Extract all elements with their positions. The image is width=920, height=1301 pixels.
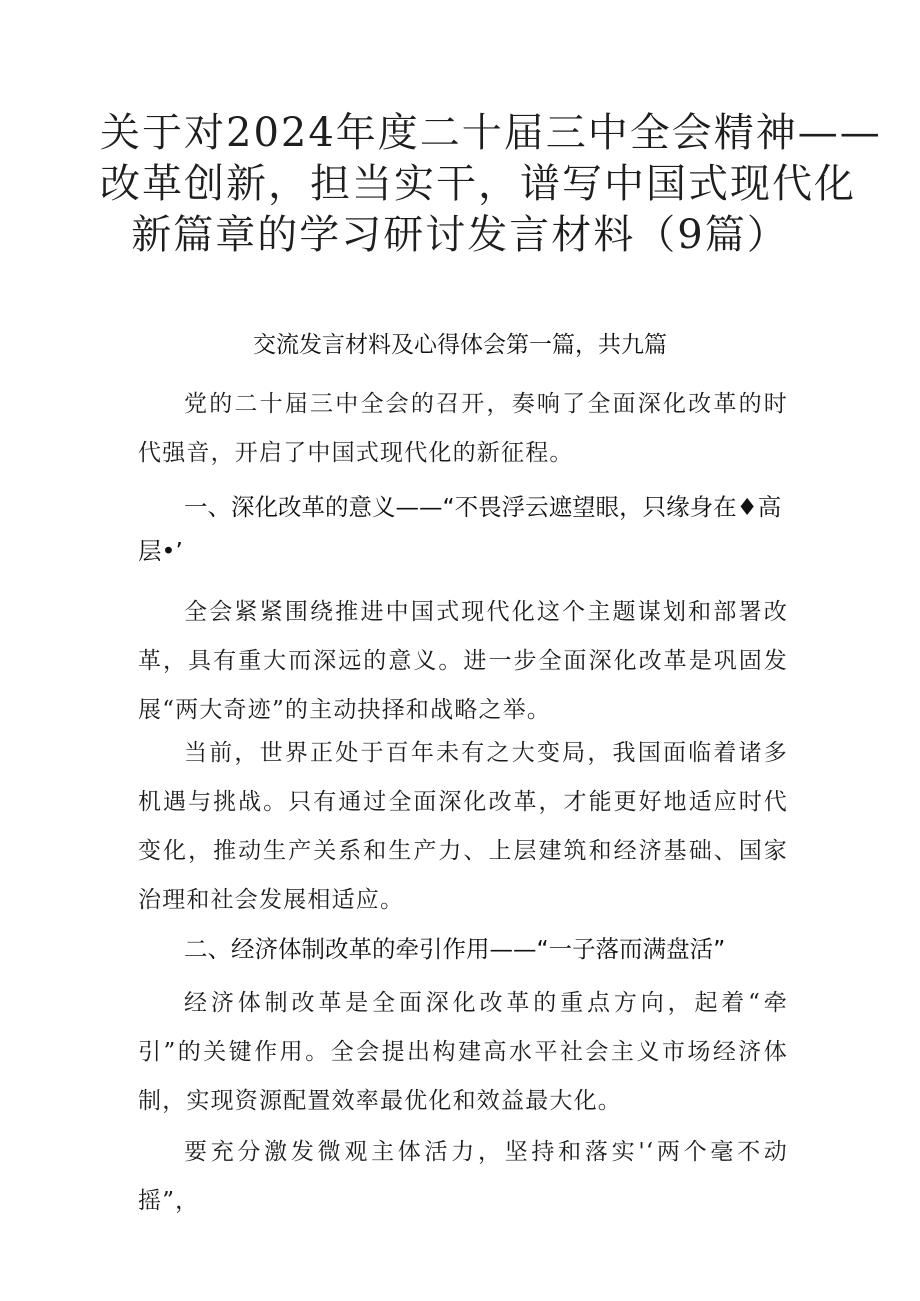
paragraph-1: 全会紧紧围绕推进中国式现代化这个主题谋划和部署改革，具有重大而深远的意义。进一步全面深化改革是巩固发展“两大奇迹”的主动抉择和战略之举。 xyxy=(138,599,788,723)
paragraph-4: 要充分激发微观主体活力，坚持和落实'‘两个毫不动摇”， xyxy=(138,1139,788,1214)
document-subtitle: 交流发言材料及心得体会第一篇，共九篇 xyxy=(253,332,667,358)
section-heading-2: 二、经济体制改革的牵引作用——“一子落而满盘活” xyxy=(184,935,726,963)
document-title xyxy=(100,108,882,261)
title-line-3: 新篇章的学习研讨发言材料（9篇） xyxy=(131,212,789,258)
title-line-2: 改革创新，担当实干，谱写中国式现代化 xyxy=(100,161,856,207)
paragraph-3: 经济体制改革是全面深化改革的重点方向，起着“牵引”的关键作用。全会提出构建高水平社会主义市场经济体制，实现资源配置效率最优化和效益最大化。 xyxy=(138,990,788,1114)
paragraph-2: 当前，世界正处于百年未有之大变局，我国面临着诸多机遇与挑战。只有通过全面深化改革，才能更好地适应时代变化，推动生产关系和生产力、上层建筑和经济基础、国家治理和社会发展相适应。 xyxy=(138,740,788,913)
section-heading-1: 一、深化改革的意义——“不畏浮云遮望眼，只缘身在♦高层•’ xyxy=(138,493,782,565)
title-line-1: 关于对2024年度二十届三中全会精神—— xyxy=(100,110,882,156)
intro-paragraph: 党的二十届三中全会的召开，奏响了全面深化改革的时代强音，开启了中国式现代化的新征程。 xyxy=(138,391,788,466)
